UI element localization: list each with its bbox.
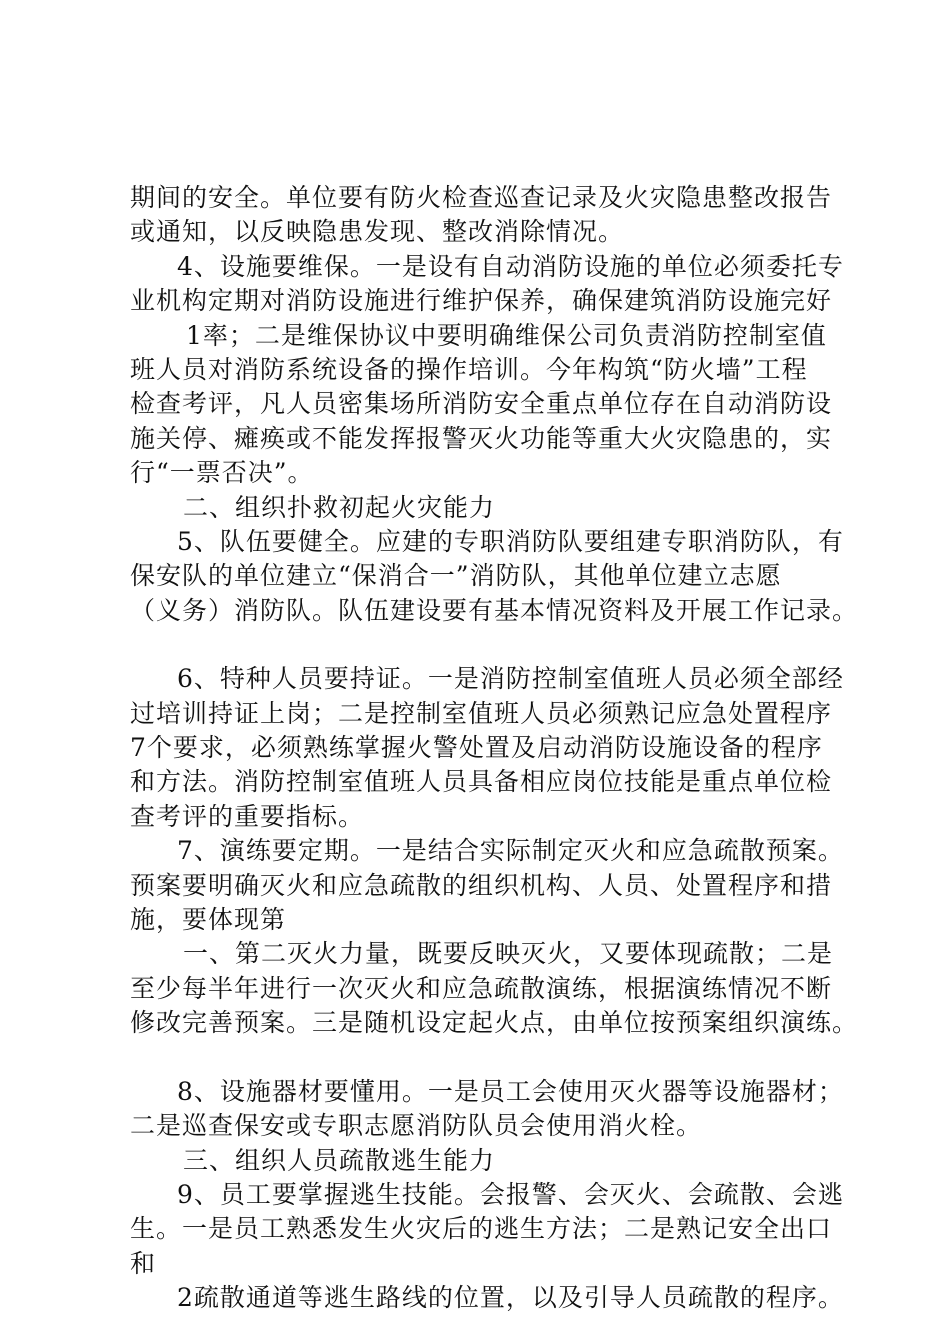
text-line: 7个要求，必须熟练掌握火警处置及启动消防设施设备的程序 xyxy=(130,733,823,762)
text-line: 期间的安全。单位要有防火检查巡查记录及火灾隐患整改报告 xyxy=(130,183,833,212)
text-line: 9、员工要掌握逃生技能。会报警、会灭火、会疏散、会逃 xyxy=(177,1180,844,1209)
text-line: 预案要明确灭火和应急疏散的组织机构、人员、处置程序和措 xyxy=(130,871,833,900)
text-line: 一、第二灭火力量，既要反映灭火，又要体现疏散；二是 xyxy=(183,939,834,968)
text-line: 班人员对消防系统设备的操作培训。今年构筑“防火墙”工程 xyxy=(130,355,808,384)
text-line: 或通知，以反映隐患发现、整改消除情况。 xyxy=(130,217,625,246)
text-line: 业机构定期对消防设施进行维护保养，确保建筑消防设施完好 xyxy=(130,286,833,315)
text-line: 1率；二是维保协议中要明确维保公司负责消防控制室值 xyxy=(186,321,827,350)
text-line: 7、演练要定期。一是结合实际制定灭火和应急疏散预案。 xyxy=(177,836,844,865)
text-line: 4、设施要维保。一是设有自动消防设施的单位必须委托专 xyxy=(177,252,844,281)
text-line: 检查考评，凡人员密集场所消防安全重点单位存在自动消防设 xyxy=(130,389,833,418)
text-line: 和 xyxy=(130,1249,157,1278)
text-line: 过培训持证上岗；二是控制室值班人员必须熟记应急处置程序 xyxy=(130,699,833,728)
text-line: 二是巡查保安或专职志愿消防队员会使用消火栓。 xyxy=(130,1111,703,1140)
text-line: 生。一是员工熟悉发生火灾后的逃生方法；二是熟记安全出口 xyxy=(130,1214,833,1243)
text-line: 修改完善预案。三是随机设定起火点，由单位按预案组织演练。 xyxy=(130,1008,859,1037)
text-line: 5、队伍要健全。应建的专职消防队要组建专职消防队，有 xyxy=(177,527,844,556)
text-line: 施关停、瘫痪或不能发挥报警灭火功能等重大火灾隐患的，实 xyxy=(130,424,833,453)
text-line: 查考评的重要指标。 xyxy=(130,802,365,831)
text-line: 保安队的单位建立“保消合一”消防队，其他单位建立志愿 xyxy=(130,561,782,590)
text-line: 2疏散通道等逃生路线的位置，以及引导人员疏散的程序。 xyxy=(177,1283,844,1312)
text-line: 6、特种人员要持证。一是消防控制室值班人员必须全部经 xyxy=(177,664,844,693)
section-heading: 二、组织扑救初起火灾能力 xyxy=(183,493,496,522)
text-line: 8、设施器材要懂用。一是员工会使用灭火器等设施器材； xyxy=(177,1077,844,1106)
text-line: 至少每半年进行一次灭火和应急疏散演练，根据演练情况不断 xyxy=(130,974,833,1003)
text-line: 施，要体现第 xyxy=(130,905,287,934)
section-heading: 三、组织人员疏散逃生能力 xyxy=(183,1146,496,1175)
text-line: 和方法。消防控制室值班人员具备相应岗位技能是重点单位检 xyxy=(130,767,833,796)
text-line: （义务）消防队。队伍建设要有基本情况资料及开展工作记录。 xyxy=(130,596,859,625)
text-line: 行“一票否决”。 xyxy=(130,458,314,487)
